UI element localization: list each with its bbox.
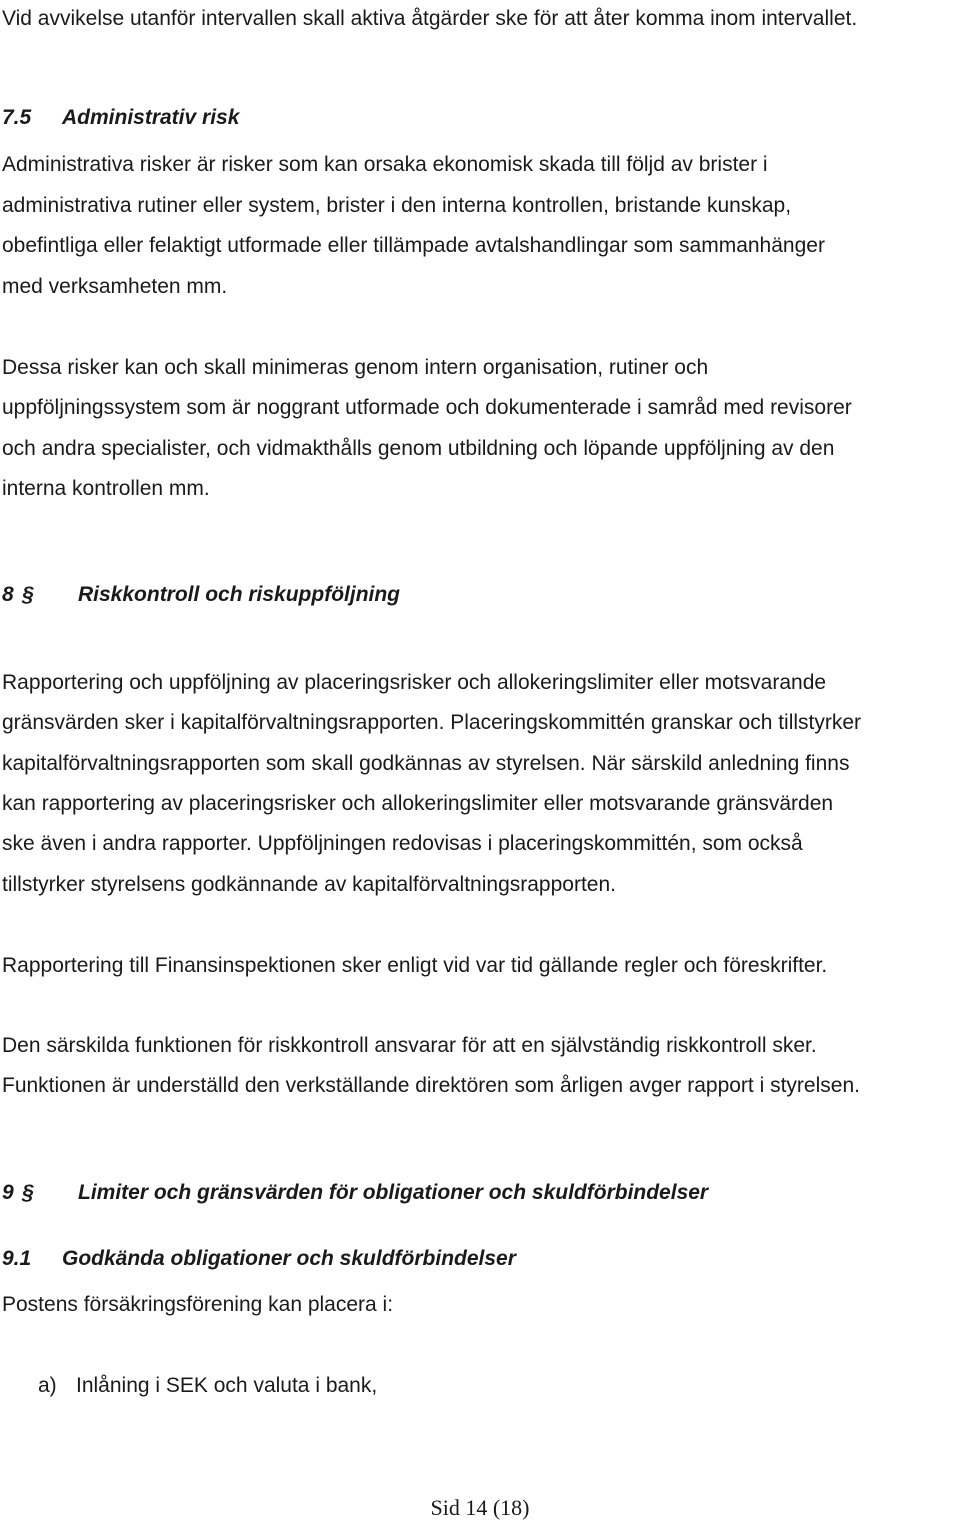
paragraph-line: kan rapportering av placeringsrisker och allokeringslimiter eller motsvarande gränsvärden: [2, 792, 834, 815]
paragraph-line: med verksamheten mm.: [2, 275, 228, 298]
section-number: 8: [2, 583, 14, 606]
section-9-1-heading: [2, 1246, 516, 1272]
paragraph-line: ske även i andra rapporter. Uppföljningen redovisas i placeringskommittén, som också: [2, 832, 803, 855]
paragraph-line: uppföljningssystem som är noggrant utformade och dokumenterade i samråd med revisorer: [2, 396, 852, 419]
section-title: Riskkontroll och riskuppföljning: [78, 583, 401, 606]
section-number: 9.1: [2, 1247, 32, 1270]
section-number: 7.5: [2, 106, 32, 129]
list-item: [38, 1373, 378, 1399]
list-item-text: Inlåning i SEK och valuta i bank,: [76, 1374, 378, 1397]
paragraph-line: Funktionen är underställd den verkställande direktören som årligen avger rapport i styrelsen.: [2, 1074, 860, 1097]
paragraph-line: tillstyrker styrelsens godkännande av kapitalförvaltningsrapporten.: [2, 873, 616, 896]
section-7-5-heading: [2, 105, 240, 131]
paragraph-line: Den särskilda funktionen för riskkontroll ansvarar för att en självständig riskkontroll sker.: [2, 1034, 817, 1057]
paragraph-line: Postens försäkringsförening kan placera i:: [2, 1293, 394, 1316]
page-number-footer: Sid 14 (18): [430, 1495, 530, 1520]
section-title: Limiter och gränsvärden för obligationer och skuldförbindelser: [78, 1181, 709, 1204]
paragraph-line: Rapportering till Finansinspektionen sker enligt vid var tid gällande regler och föreskrifter.: [2, 954, 828, 977]
paragraph-line: kapitalförvaltningsrapporten som skall godkännas av styrelsen. När särskild anledning finns: [2, 752, 850, 775]
paragraph-line: obefintliga eller felaktigt utformade eller tillämpade avtalshandlingar som sammanhänger: [2, 234, 825, 257]
section-8-heading: [2, 582, 401, 608]
section-title: Administrativ risk: [62, 106, 240, 129]
section-9-heading: [2, 1180, 709, 1206]
paragraph-line: interna kontrollen mm.: [2, 477, 210, 500]
paragraph-line: Dessa risker kan och skall minimeras genom intern organisation, rutiner och: [2, 356, 709, 379]
paragraph-line: och andra specialister, och vidmakthålls genom utbildning och löpande uppföljning av den: [2, 437, 835, 460]
paragraph-mark: §: [22, 583, 34, 606]
section-title: Godkända obligationer och skuldförbindelser: [62, 1247, 516, 1270]
list-item-label: a): [38, 1374, 57, 1397]
intro-line: Vid avvikelse utanför intervallen skall aktiva åtgärder ske för att åter komma inom intervallet.: [2, 7, 858, 30]
paragraph-line: administrativa rutiner eller system, brister i den interna kontrollen, bristande kunskap,: [2, 194, 792, 217]
paragraph-line: Rapportering och uppföljning av placeringsrisker och allokeringslimiter eller motsvarande: [2, 671, 827, 694]
paragraph-line: Administrativa risker är risker som kan orsaka ekonomisk skada till följd av brister i: [2, 153, 768, 176]
paragraph-mark: §: [22, 1181, 34, 1204]
section-number: 9: [2, 1181, 14, 1204]
paragraph-line: gränsvärden sker i kapitalförvaltningsrapporten. Placeringskommittén granskar och tillstyrker: [2, 711, 862, 734]
